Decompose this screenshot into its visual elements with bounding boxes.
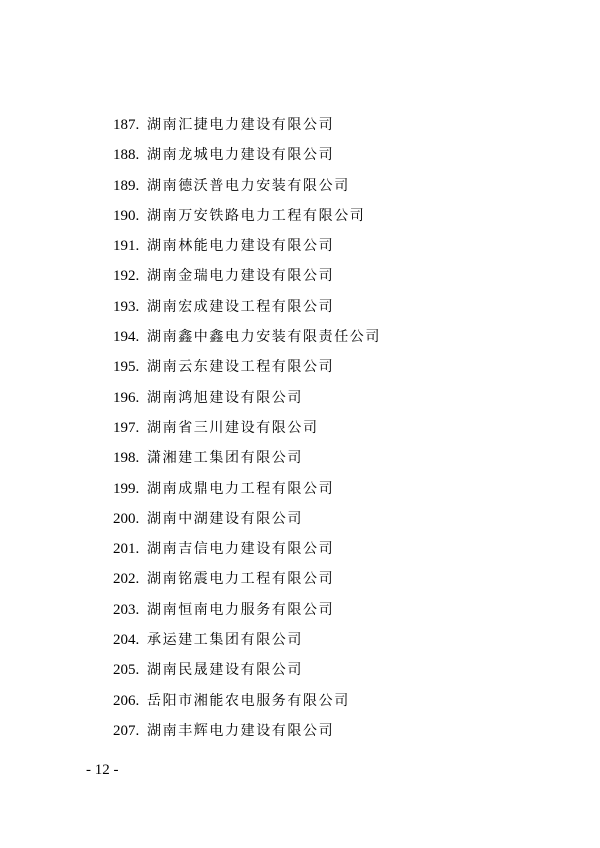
item-number: 204. bbox=[113, 632, 140, 649]
list-item bbox=[0, 322, 600, 352]
list-item bbox=[0, 595, 600, 625]
list-item bbox=[0, 474, 600, 504]
company-name: 湖南恒南电力服务有限公司 bbox=[147, 601, 335, 618]
item-number: 200. bbox=[113, 510, 140, 527]
list-item bbox=[0, 383, 600, 413]
company-name: 湖南中湖建设有限公司 bbox=[147, 510, 303, 527]
company-name: 湖南丰辉电力建设有限公司 bbox=[147, 722, 335, 739]
list-item bbox=[0, 261, 600, 291]
list-item bbox=[0, 564, 600, 594]
company-name: 湖南鸿旭建设有限公司 bbox=[147, 389, 303, 406]
item-number: 191. bbox=[113, 238, 140, 255]
list-item bbox=[0, 231, 600, 261]
company-name: 湖南成鼎电力工程有限公司 bbox=[147, 480, 335, 497]
company-name: 湖南龙城电力建设有限公司 bbox=[147, 147, 335, 164]
item-number: 190. bbox=[113, 207, 140, 224]
company-name: 承运建工集团有限公司 bbox=[147, 632, 303, 649]
list-item bbox=[0, 716, 600, 746]
list-item bbox=[0, 140, 600, 170]
item-number: 206. bbox=[113, 692, 140, 709]
company-name: 湖南德沃普电力安装有限公司 bbox=[147, 177, 350, 194]
item-number: 201. bbox=[113, 541, 140, 558]
item-number: 188. bbox=[113, 147, 140, 164]
list-item bbox=[0, 171, 600, 201]
list-item bbox=[0, 110, 600, 140]
company-name: 湖南吉信电力建设有限公司 bbox=[147, 541, 335, 558]
list-item bbox=[0, 352, 600, 382]
page-number: - 12 - bbox=[86, 762, 119, 778]
company-name: 湖南金瑞电力建设有限公司 bbox=[147, 268, 335, 285]
list-item bbox=[0, 413, 600, 443]
list-item bbox=[0, 504, 600, 534]
company-name: 湖南云东建设工程有限公司 bbox=[147, 359, 335, 376]
list-item bbox=[0, 443, 600, 473]
item-number: 202. bbox=[113, 571, 140, 588]
company-name: 湖南林能电力建设有限公司 bbox=[147, 238, 335, 255]
company-name: 湖南汇捷电力建设有限公司 bbox=[147, 117, 335, 133]
list-item bbox=[0, 534, 600, 564]
item-number: 196. bbox=[113, 389, 140, 406]
item-number: 207. bbox=[113, 722, 140, 739]
company-name: 湖南民晟建设有限公司 bbox=[147, 662, 303, 679]
item-number: 205. bbox=[113, 662, 140, 679]
list-item bbox=[0, 625, 600, 655]
item-number: 194. bbox=[113, 329, 140, 346]
list-item bbox=[0, 292, 600, 322]
item-number: 189. bbox=[113, 177, 140, 194]
item-number: 199. bbox=[113, 480, 140, 497]
item-number: 197. bbox=[113, 419, 140, 436]
company-name: 湖南铭震电力工程有限公司 bbox=[147, 571, 335, 588]
company-name: 潇湘建工集团有限公司 bbox=[147, 450, 303, 467]
list-item bbox=[0, 201, 600, 231]
company-name: 湖南宏成建设工程有限公司 bbox=[147, 298, 335, 315]
company-name: 湖南省三川建设有限公司 bbox=[147, 419, 319, 436]
list-item bbox=[0, 655, 600, 685]
company-name: 岳阳市湘能农电服务有限公司 bbox=[147, 692, 350, 709]
company-name: 湖南万安铁路电力工程有限公司 bbox=[147, 207, 366, 224]
list-item bbox=[0, 686, 600, 716]
item-number: 203. bbox=[113, 601, 140, 618]
item-number: 187. bbox=[113, 117, 140, 133]
company-name: 湖南鑫中鑫电力安装有限责任公司 bbox=[147, 329, 381, 346]
item-number: 195. bbox=[113, 359, 140, 376]
company-list bbox=[0, 110, 600, 746]
item-number: 198. bbox=[113, 450, 140, 467]
item-number: 192. bbox=[113, 268, 140, 285]
item-number: 193. bbox=[113, 298, 140, 315]
